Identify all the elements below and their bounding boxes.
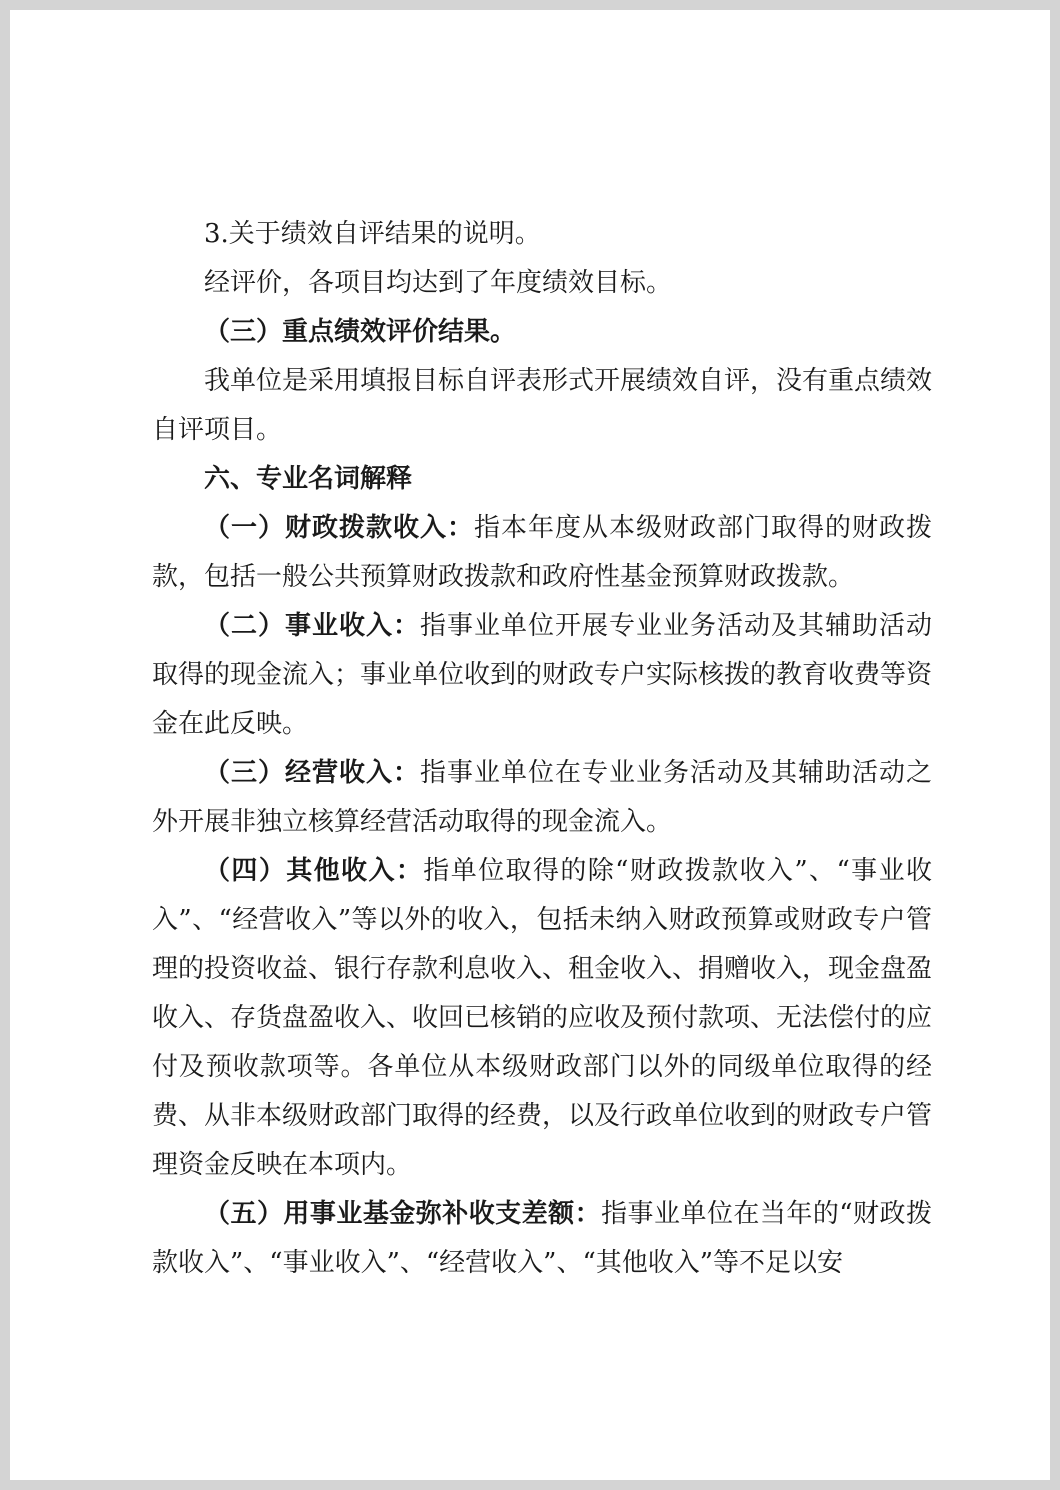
- term-label: （三）经营收入：: [204, 758, 420, 788]
- term-item-other-income: [152, 847, 932, 1190]
- document-page: [10, 10, 1050, 1480]
- term-label: （四）其他收入：: [204, 856, 424, 886]
- document-body: [152, 210, 932, 1288]
- term-definition: 指本年度从本级财政部门取得的财政拨款，包括一般公共预算财政拨款和政府性基金预算财政拨款。: [152, 513, 932, 592]
- term-item-operating-income: [152, 749, 932, 847]
- paragraph-self-evaluation-method: 我单位是采用填报目标自评表形式开展绩效自评，没有重点绩效自评项目。: [152, 366, 933, 445]
- section-heading-terms: 六、专业名词解释: [204, 464, 413, 494]
- term-item-fiscal-appropriation: [152, 504, 932, 602]
- term-definition: 指单位取得的除“财政拨款收入”、“事业收入”、“经营收入”等以外的收入，包括未纳入财政预算或财政专户管理的投资收益、银行存款利息收入、租金收入、捐赠收入，现金盘盈收入、存货盘盈收入、收回已核销的应收及预付款项、无法偿付的应付及预收款项等。各单位从本级财政部门以外的同级单位取得的经费、从非本级财政部门取得的经费，以及行政单位收到的财政专户管理资金反映在本项内。: [152, 856, 933, 1180]
- term-item-business-income: [152, 602, 932, 749]
- paragraph-performance-result-note: 3.关于绩效自评结果的说明。: [204, 219, 541, 249]
- term-label: （二）事业收入：: [204, 611, 420, 641]
- term-definition: 指事业单位在专业业务活动及其辅助活动之外开展非独立核算经营活动取得的现金流入。: [152, 758, 932, 837]
- term-item-business-fund-offset: [152, 1190, 932, 1288]
- term-definition: 指事业单位在当年的“财政拨款收入”、“事业收入”、“经营收入”、“其他收入”等不足以安: [152, 1199, 932, 1278]
- subheading-key-evaluation: （三）重点绩效评价结果。: [204, 317, 517, 347]
- paragraph-evaluation-summary: 经评价，各项目均达到了年度绩效目标。: [204, 268, 673, 298]
- term-label: （一）财政拨款收入：: [204, 513, 474, 543]
- term-definition: 指事业单位开展专业业务活动及其辅助活动取得的现金流入；事业单位收到的财政专户实际核拨的教育收费等资金在此反映。: [152, 611, 933, 739]
- term-label: （五）用事业基金弥补收支差额：: [204, 1199, 602, 1229]
